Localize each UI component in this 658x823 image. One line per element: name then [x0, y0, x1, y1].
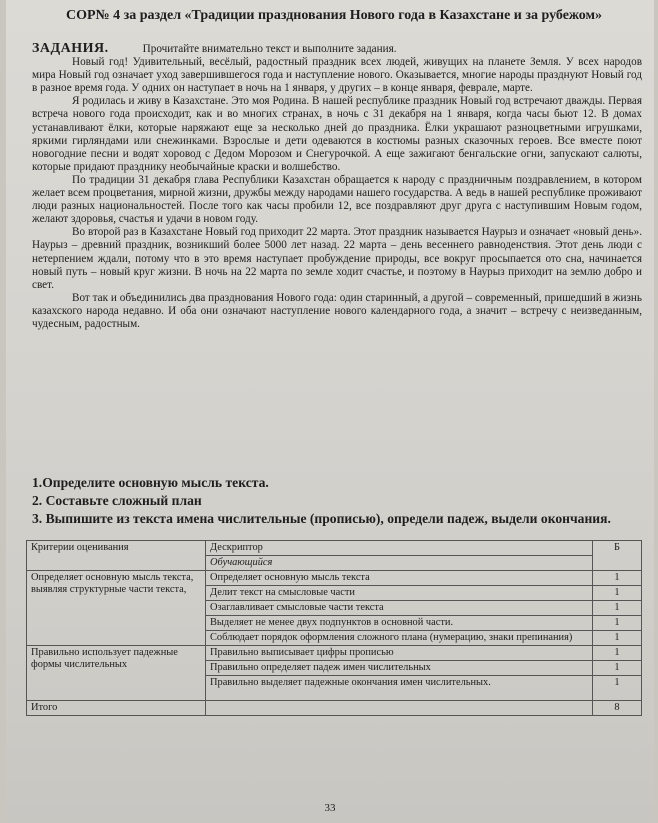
rubric-header-score: Б [593, 541, 642, 571]
table-row [27, 571, 642, 586]
rubric-descriptor: Соблюдает порядок оформления сложного плана (нумерацию, знаки препинания) [206, 631, 593, 646]
rubric-criterion: Правильно использует падежные формы числительных [27, 646, 206, 701]
rubric-score: 1 [593, 676, 642, 701]
rubric-descriptor: Определяет основную мысль текста [206, 571, 593, 586]
rubric-descriptor: Правильно определяет падеж имен числительных [206, 661, 593, 676]
text-body [32, 42, 642, 331]
task-intro: Прочитайте внимательно текст и выполните задания. [142, 43, 397, 55]
rubric-score: 1 [593, 586, 642, 601]
rubric-total-label: Итого [27, 701, 206, 716]
rubric-score: 1 [593, 616, 642, 631]
rubric-table [26, 540, 642, 716]
table-row [27, 646, 642, 661]
rubric-total-score: 8 [593, 701, 642, 716]
rubric-score: 1 [593, 601, 642, 616]
question-1: 1.Определите основную мысль текста. [32, 475, 269, 490]
rubric-header-descriptor: Дескриптор [206, 541, 593, 556]
rubric-descriptor: Правильно выделяет падежные окончания имен числительных. [206, 676, 593, 701]
paragraph: По традиции 31 декабря глава Республики Казахстан обращается к народу с праздничным поздравлением, в котором желает всем процветания, мирной жизни, дружбы между народами нашего государства. А ведь в нашей республике проживают люди разных национальностей. После того как часы пробили 12, все поздравляют друг друга с наступившим Новым годом, желают здоровья, счастья и удачи в новом году. [32, 173, 642, 226]
page-number: 33 [324, 802, 336, 814]
task-line [32, 42, 642, 56]
question-3: 3. Выпишите из текста имена числительные (прописью), определи падеж, выдели окончания. [32, 511, 611, 526]
rubric-descriptor: Озаглавливает смысловые части текста [206, 601, 593, 616]
paragraph: Во второй раз в Казахстане Новый год приходит 22 марта. Этот праздник называется Наурыз и означает «новый день». Наурыз – древний праздник, возникший более 5000 лет назад. 22 марта – день весеннего равноденствия. Этот день люди с нетерпением ждали, потому что в это время наступает пробуждение природы, все вокруг просыпается ото сна, начинается новый путь – новый круг жизни. В ночь на 22 марта по земле ходит счастье, и поэтому в Наурыз приходит на землю добро и свет. [32, 226, 642, 291]
rubric-score: 1 [593, 661, 642, 676]
rubric-descriptor: Выделяет не менее двух подпунктов в основной части. [206, 616, 593, 631]
rubric-criterion: Определяет основную мысль текста, выявляя структурные части текста, [27, 571, 206, 646]
task-heading: ЗАДАНИЯ. [32, 41, 109, 56]
paragraph: Вот так и объединились два празднования Нового года: один старинный, а другой – современный, пришедший в жизнь казахского народа недавно. И оба они означают наступление нового календарного года, а значит – встречу с неизведанным, чудесным, радостным. [32, 291, 642, 330]
rubric-header-learner: Обучающийся [206, 556, 593, 571]
rubric-total-empty [206, 701, 593, 716]
rubric-descriptor: Правильно выписывает цифры прописью [206, 646, 593, 661]
document-title: СОР№ 4 за раздел «Традиции празднования Нового года в Казахстане и за рубежом» [66, 8, 602, 23]
question-2: 2. Составьте сложный план [32, 493, 202, 508]
table-row [27, 701, 642, 716]
rubric-score: 1 [593, 571, 642, 586]
table-row [27, 541, 642, 556]
document-page [6, 0, 654, 823]
rubric-score: 1 [593, 646, 642, 661]
rubric-header-criterion: Критерии оценивания [27, 541, 206, 571]
rubric-score: 1 [593, 631, 642, 646]
rubric-descriptor: Делит текст на смысловые части [206, 586, 593, 601]
paragraph: Новый год! Удивительный, весёлый, радостный праздник всех людей, живущих на планете Земля. У всех народов мира Новый год означает уход завершившегося года и наступление нового. Оказывается, многие народы празднуют Новый год в разное время года. У одних он наступает в ночь на 1 января, у других – в конце января, феврале, марте. [32, 56, 642, 95]
paragraph: Я родилась и живу в Казахстане. Это моя Родина. В нашей республике праздник Новый год встречают дважды. Первая встреча нового года происходит, как и во многих странах, в ночь с 31 декабря на 1 января, когда часы бьют 12. В домах устанавливают ёлки, которые наряжают еще за несколько дней до праздника. Ёлки украшают разноцветными игрушками, яркими гирляндами или снежинками. Взрослые и дети одеваются в костюмы разных сказочных героев. Все вместе поют новогодние песни и водят хоровод с Дедом Морозом и Снегурочкой. А еще зажигают бенгальские огни, запускают салюты, которые придают празднику необычайные краски и волшебство. [32, 95, 642, 173]
